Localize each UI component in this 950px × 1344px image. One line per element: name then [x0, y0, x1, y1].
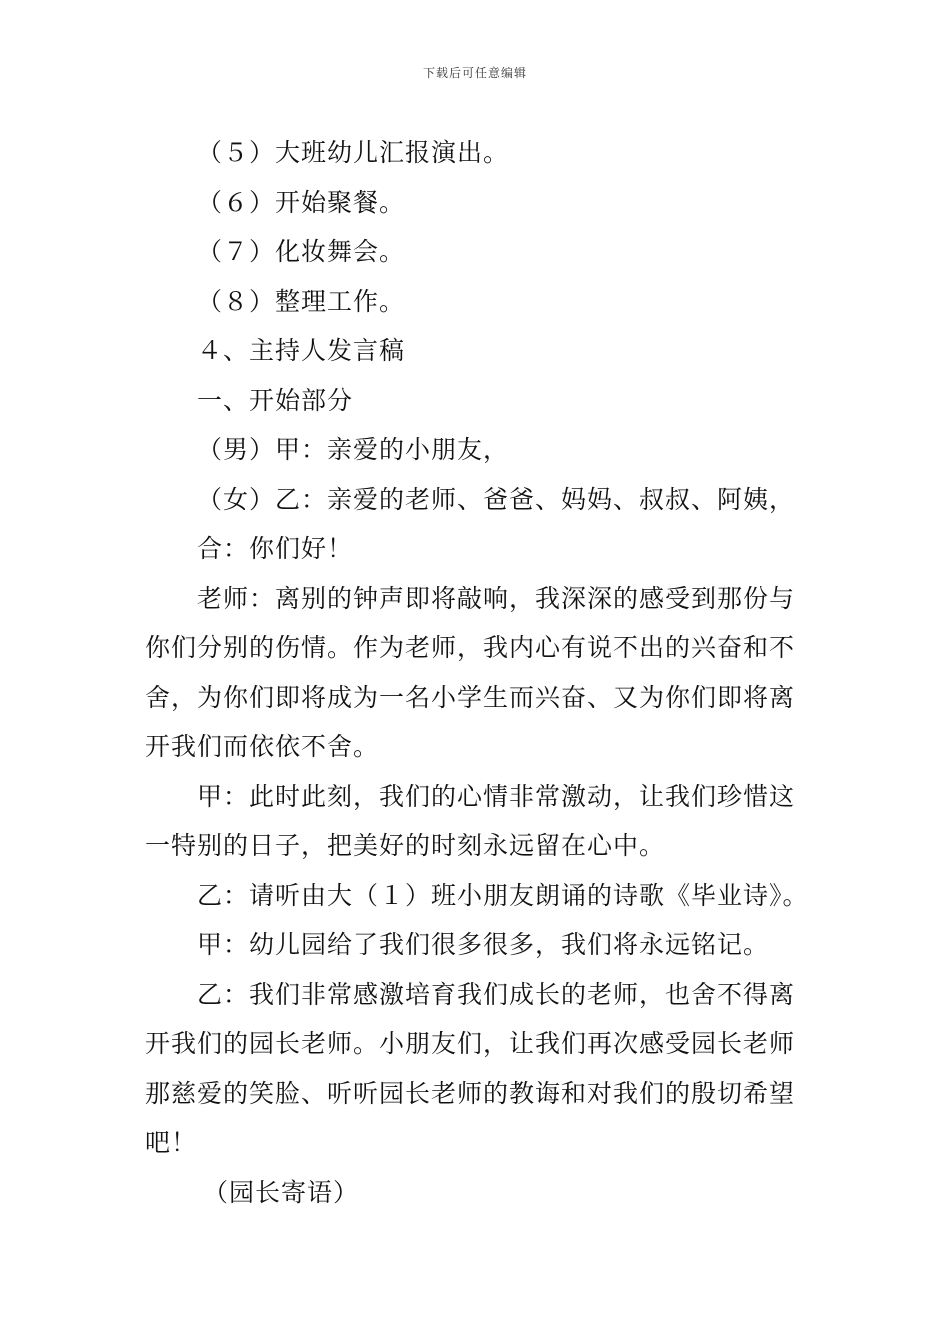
- text-line: （５）大班幼儿汇报演出。: [197, 138, 510, 167]
- stage-direction: （园长寄语）: [203, 1177, 360, 1207]
- document-body: [145, 128, 810, 1217]
- text-line: （女）乙：亲爱的老师、爸爸、妈妈、叔叔、阿姨，: [197, 484, 796, 514]
- paragraph-line: 舍，为你们即将成为一名小学生而兴奋、又为你们即将离: [145, 682, 796, 712]
- section-heading: 一、开始部分: [197, 385, 354, 415]
- page-header: 下载后可任意编辑: [422, 66, 527, 80]
- paragraph-line: 甲：此时此刻，我们的心情非常激动，让我们珍惜这: [197, 781, 796, 811]
- text-line: （男）甲：亲爱的小朋友，: [197, 435, 510, 464]
- text-line: （７）化妆舞会。: [197, 237, 406, 266]
- paragraph-line: 老师：离别的钟声即将敲响，我深深的感受到那份与: [197, 583, 796, 613]
- text-line: （６）开始聚餐。: [197, 187, 406, 217]
- paragraph-line: 开我们而依依不舍。: [145, 732, 380, 761]
- text-line: 甲：幼儿园给了我们很多很多，我们将永远铭记。: [197, 930, 770, 959]
- paragraph-line: 你们分别的伤情。作为老师，我内心有说不出的兴奋和不: [145, 633, 796, 662]
- paragraph-line: 乙：我们非常感激培育我们成长的老师，也舍不得离: [197, 979, 796, 1009]
- text-line: （８）整理工作。: [197, 286, 406, 316]
- paragraph-line: 开我们的园长老师。小朋友们，让我们再次感受园长老师: [145, 1029, 796, 1058]
- paragraph-line: 吧！: [145, 1128, 198, 1157]
- paragraph-line: 一特别的日子，把美好的时刻永远留在心中。: [145, 831, 666, 860]
- text-line: 乙：请听由大（１）班小朋友朗诵的诗歌《毕业诗》。: [197, 880, 809, 910]
- section-heading: ４、主持人发言稿: [197, 336, 406, 365]
- text-line: 合：你们好！: [197, 534, 354, 563]
- paragraph-line: 那慈爱的笑脸、听听园长老师的教诲和对我们的殷切希望: [145, 1078, 796, 1108]
